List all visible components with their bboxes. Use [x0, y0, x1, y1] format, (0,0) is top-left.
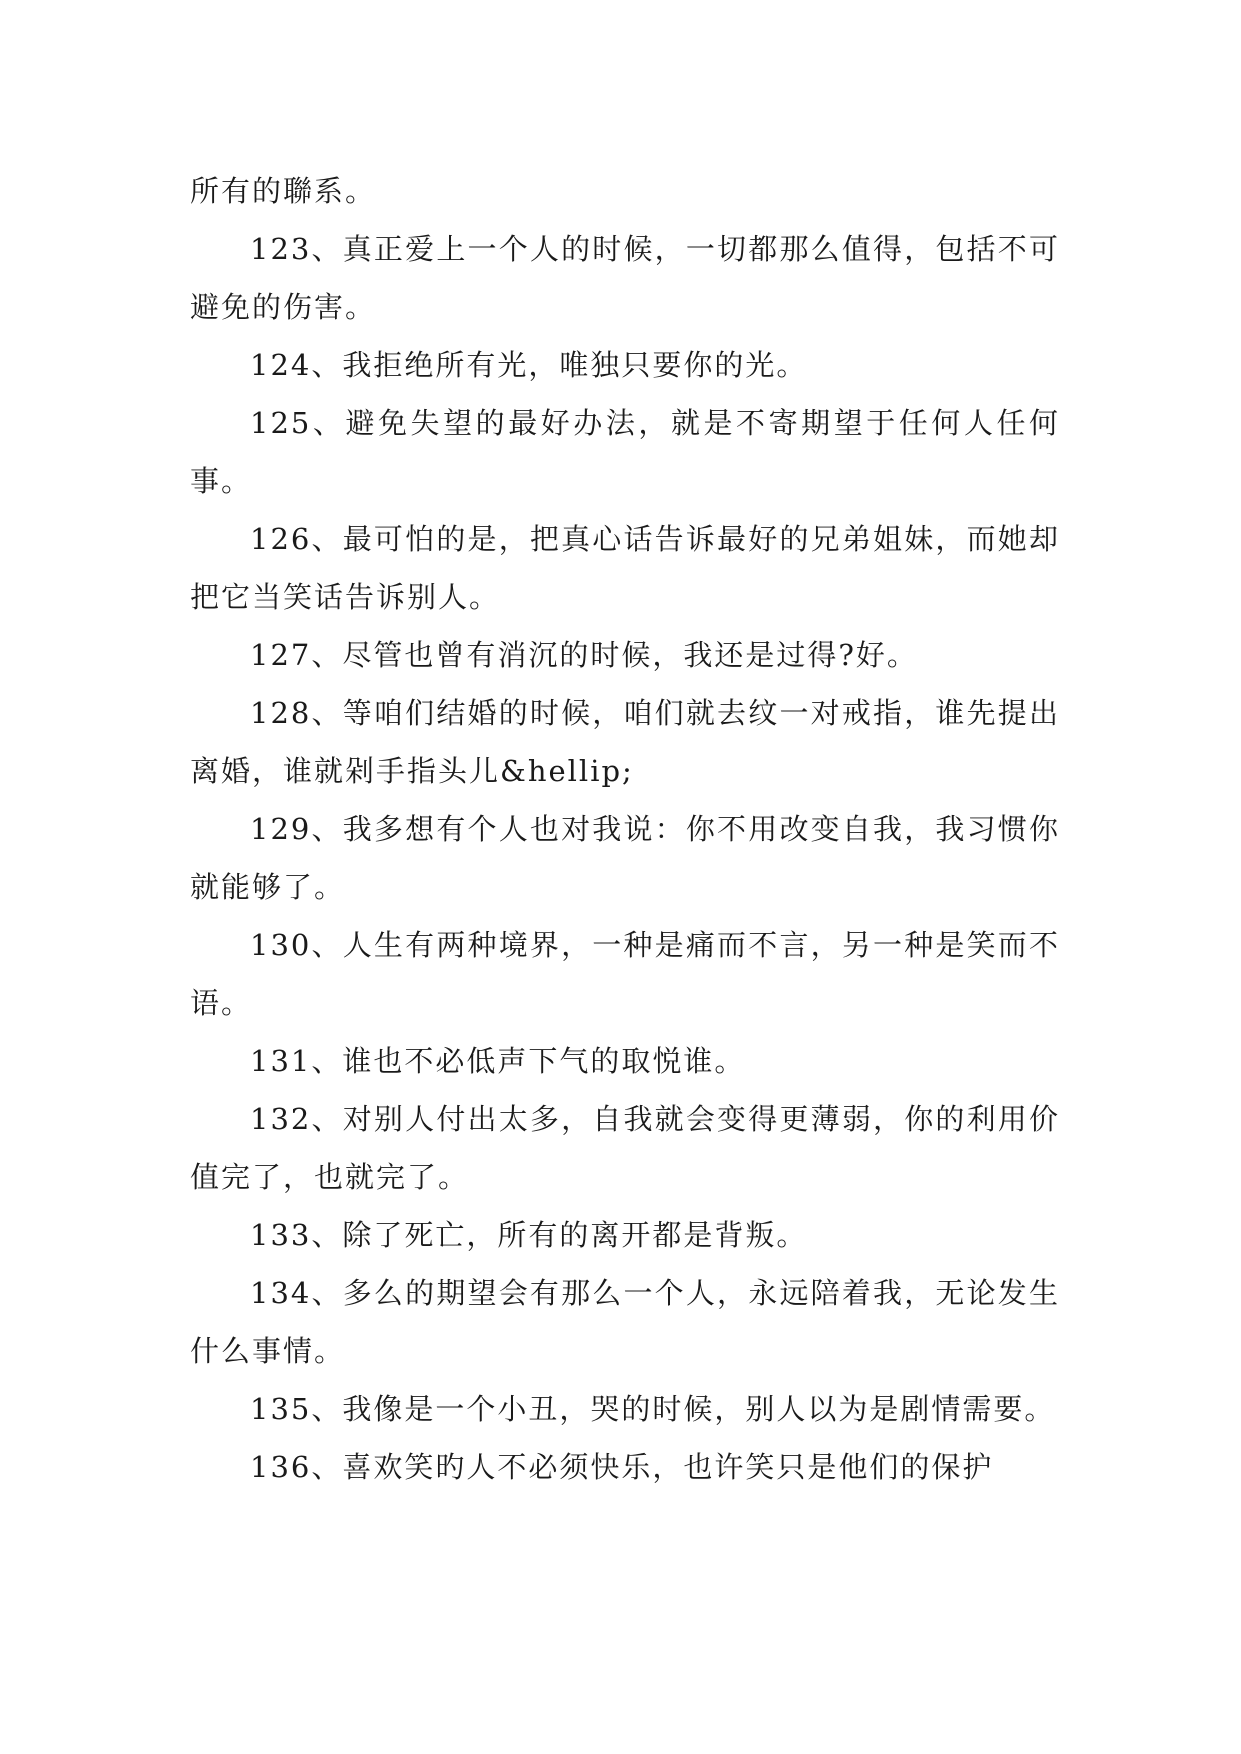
paragraph: 125、避免失望的最好办法，就是不寄期望于任何人任何事。 — [190, 406, 1060, 498]
paragraph: 131、谁也不必低声下气的取悦谁。 — [250, 1044, 746, 1078]
paragraph: 126、最可怕的是，把真心话告诉最好的兄弟姐妹，而她却把它当笑话告诉别人。 — [190, 522, 1060, 614]
document-body — [190, 162, 1060, 1496]
paragraph: 136、喜欢笑旳人不必须快乐，也许笑只是他们的保护 — [250, 1450, 994, 1484]
paragraph: 135、我像是一个小丑，哭的时候，别人以为是剧情需要。 — [250, 1392, 1056, 1426]
paragraph: 128、等咱们结婚的时候，咱们就去纹一对戒指，谁先提出离婚，谁就剁手指头儿&hellip; — [190, 696, 1060, 788]
paragraph: 127、尽管也曾有消沉的时候，我还是过得?好。 — [250, 638, 918, 672]
paragraph: 所有的聯系。 — [190, 174, 377, 208]
paragraph: 133、除了死亡，所有的离开都是背叛。 — [250, 1218, 808, 1252]
paragraph: 134、多么的期望会有那么一个人，永远陪着我，无论发生什么事情。 — [190, 1276, 1060, 1368]
paragraph: 124、我拒绝所有光，唯独只要你的光。 — [250, 348, 808, 382]
paragraph: 132、对别人付出太多，自我就会变得更薄弱，你的利用价值完了，也就完了。 — [190, 1102, 1060, 1194]
paragraph: 123、真正爱上一个人的时候，一切都那么值得，包括不可避免的伤害。 — [190, 232, 1060, 324]
paragraph: 129、我多想有个人也对我说：你不用改变自我，我习惯你就能够了。 — [190, 812, 1060, 904]
paragraph: 130、人生有两种境界，一种是痛而不言，另一种是笑而不语。 — [190, 928, 1060, 1020]
